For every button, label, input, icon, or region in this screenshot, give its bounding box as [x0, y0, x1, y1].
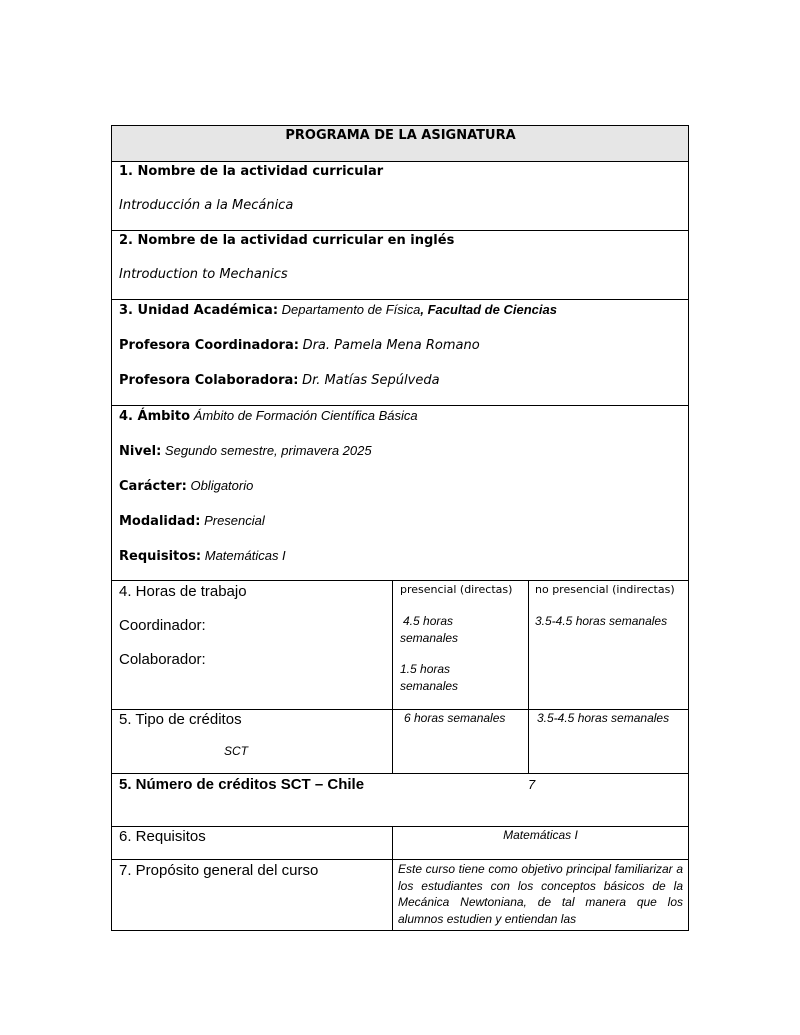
ambito-label: 4. Ámbito: [119, 409, 191, 424]
rule: [111, 826, 689, 827]
section-2-label: 2. Nombre de la actividad curricular en inglés: [119, 233, 455, 248]
unidad-dept: Departamento de Física: [281, 302, 421, 317]
caracter-value: Obligatorio: [190, 478, 254, 493]
caracter-line: [119, 478, 253, 494]
coord-presencial-unit: semanales: [400, 631, 459, 645]
colab-presencial-hours: 1.5 horas: [400, 662, 451, 676]
tipo-creditos-value: SCT: [224, 744, 248, 758]
rule: [111, 405, 689, 406]
rule: [111, 299, 689, 300]
requisitos-label: Requisitos:: [119, 549, 202, 564]
unidad-label: 3. Unidad Académica:: [119, 303, 279, 318]
modalidad-line: [119, 513, 265, 529]
nivel-label: Nivel:: [119, 444, 162, 459]
modalidad-value: Presencial: [204, 513, 265, 528]
coord-value: Dra. Pamela Mena Romano: [302, 338, 480, 353]
tipo-no-presencial: 3.5-4.5 horas semanales: [537, 711, 670, 725]
rule: [111, 709, 689, 710]
section-2-value: Introduction to Mechanics: [119, 267, 288, 282]
colab-presencial-unit: semanales: [400, 679, 459, 693]
colab-value: Dr. Matías Sepúlveda: [302, 373, 440, 388]
requisitos-row-value: Matemáticas I: [503, 828, 578, 842]
rule: [111, 859, 689, 860]
proposito-title: 7. Propósito general del curso: [119, 862, 319, 879]
section-1-value: Introducción a la Mecánica: [119, 198, 294, 213]
ambito-line: [119, 408, 418, 424]
nivel-value: Segundo semestre, primavera 2025: [164, 443, 372, 458]
requisitos-title: 6. Requisitos: [119, 828, 206, 845]
tipo-creditos-title: 5. Tipo de créditos: [119, 711, 242, 728]
horas-coordinador: Coordinador:: [119, 617, 206, 634]
unidad-faculty: , Facultad de Ciencias: [420, 302, 557, 317]
rule: [111, 773, 689, 774]
nivel-line: [119, 443, 372, 459]
horas-title: 4. Horas de trabajo: [119, 583, 247, 600]
requisitos-value: Matemáticas I: [204, 548, 286, 563]
numero-creditos-title: 5. Número de créditos SCT – Chile: [119, 776, 365, 793]
requisitos-line: [119, 548, 286, 564]
unidad-line: [119, 302, 557, 318]
rule: [111, 125, 112, 931]
colab-line: [119, 372, 440, 388]
col-presencial-header: presencial (directas): [400, 583, 513, 596]
col-no-presencial-header: no presencial (indirectas): [535, 583, 675, 596]
rule: [392, 580, 393, 774]
section-1-label: 1. Nombre de la actividad curricular: [119, 164, 384, 179]
ambito-value: Ámbito de Formación Científica Básica: [193, 408, 418, 423]
coord-no-presencial-hours: 3.5-4.5 horas semanales: [535, 614, 668, 628]
colab-label: Profesora Colaboradora:: [119, 373, 299, 388]
rule: [111, 580, 689, 581]
proposito-text: Este curso tiene como objetivo principal familiarizar a los estudiantes con los conceptos básicos de la Mecánica Newtoniana, de tal manera que los alumnos estudien y entiendan las: [398, 862, 683, 926]
numero-creditos-value: 7: [528, 777, 536, 792]
coord-presencial-hours: 4.5 horas: [403, 614, 454, 628]
horas-colaborador: Colaborador:: [119, 651, 206, 668]
tipo-presencial: 6 horas semanales: [404, 711, 506, 725]
rule: [111, 125, 689, 126]
modalidad-label: Modalidad:: [119, 514, 201, 529]
page-title: PROGRAMA DE LA ASIGNATURA: [285, 128, 516, 143]
rule: [111, 930, 689, 931]
rule: [688, 125, 689, 931]
coord-label: Profesora Coordinadora:: [119, 338, 299, 353]
coord-line: [119, 337, 480, 353]
rule: [111, 161, 689, 162]
rule: [111, 230, 689, 231]
rule: [528, 580, 529, 774]
caracter-label: Carácter:: [119, 479, 187, 494]
